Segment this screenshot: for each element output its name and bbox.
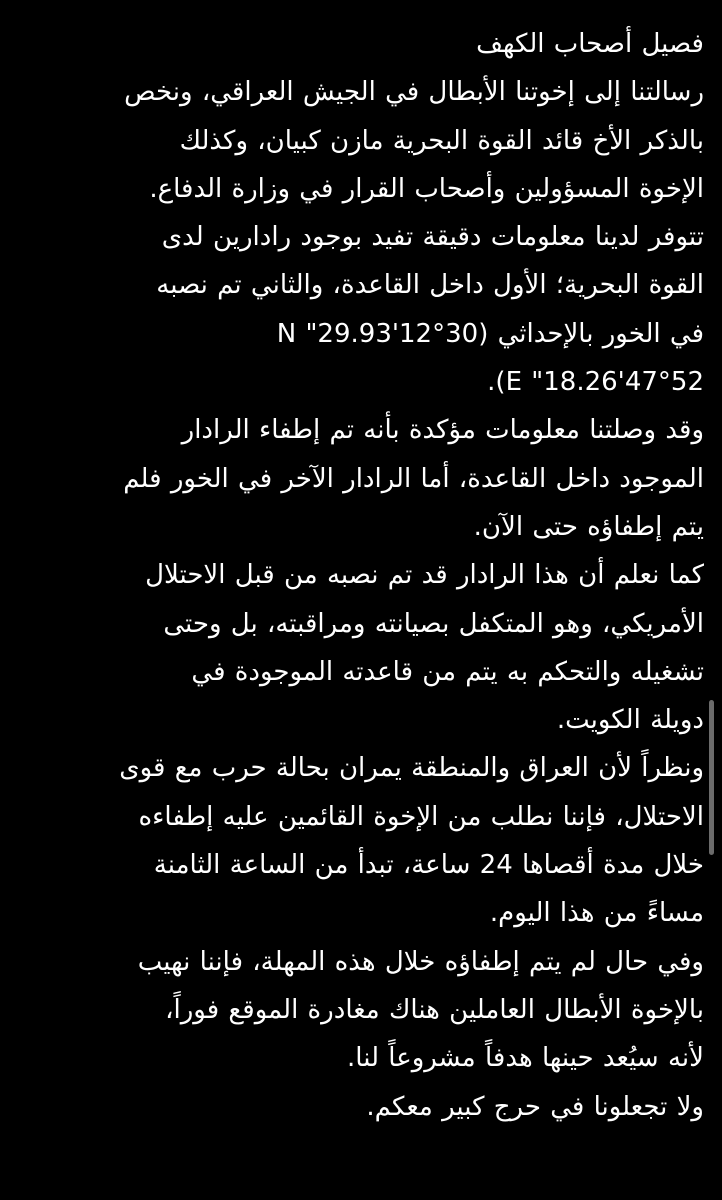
text-line: رسالتنا إلى إخوتنا الأبطال في الجيش العراقي، ونخص <box>124 77 704 108</box>
message-text <box>54 20 704 1131</box>
text-line: بالإخوة الأبطال العاملين هناك مغادرة الموقع فوراً، <box>165 994 704 1025</box>
scrollbar-thumb[interactable] <box>709 700 714 855</box>
text-line: الأمريكي، وهو المتكفل بصيانته ومراقبته، بل وحتى <box>163 608 704 639</box>
text-line: الاحتلال، فإننا نطلب من الإخوة القائمين عليه إطفاءه <box>138 801 704 832</box>
text-line: خلال مدة أقصاها 24 ساعة، تبدأ من الساعة الثامنة <box>153 850 704 881</box>
text-line: دويلة الكويت. <box>556 705 704 736</box>
text-line: الإخوة المسؤولين وأصحاب القرار في وزارة الدفاع. <box>149 173 704 204</box>
text-line: وقد وصلتنا معلومات مؤكدة بأنه تم إطفاء الرادار <box>181 415 704 446</box>
coordinates-line-2: 47°52'18.26" E). <box>487 367 704 398</box>
text-line: كما نعلم أن هذا الرادار قد تم نصبه من قبل الاحتلال <box>145 560 704 591</box>
text-line: مساءً من هذا اليوم. <box>489 898 704 929</box>
text-line: يتم إطفاؤه حتى الآن. <box>473 511 704 542</box>
text-line: تشغيله والتحكم به يتم من قاعدته الموجودة في <box>191 656 704 687</box>
text-line: بالذكر الأخ قائد القوة البحرية مازن كبيان، وكذلك <box>179 125 704 156</box>
text-line: ونظراً لأن العراق والمنطقة يمران بحالة حرب مع قوى <box>119 753 704 784</box>
text-line: لأنه سيُعد حينها هدفاً مشروعاً لنا. <box>347 1043 704 1074</box>
heading-line: فصيل أصحاب الكهف <box>476 29 704 59</box>
text-line: الموجود داخل القاعدة، أما الرادار الآخر في الخور فلم <box>123 463 704 494</box>
text-line: القوة البحرية؛ الأول داخل القاعدة، والثاني تم نصبه <box>156 270 704 301</box>
text-line: ولا تجعلونا في حرج كبير معكم. <box>366 1091 704 1122</box>
text-line: تتوفر لدينا معلومات دقيقة تفيد بوجود رادارين لدى <box>161 222 704 253</box>
coordinates-line-1: في الخور بالإحداثي (30°12'29.93" N <box>276 318 704 349</box>
text-line: وفي حال لم يتم إطفاؤه خلال هذه المهلة، فإننا نهيب <box>137 946 704 977</box>
